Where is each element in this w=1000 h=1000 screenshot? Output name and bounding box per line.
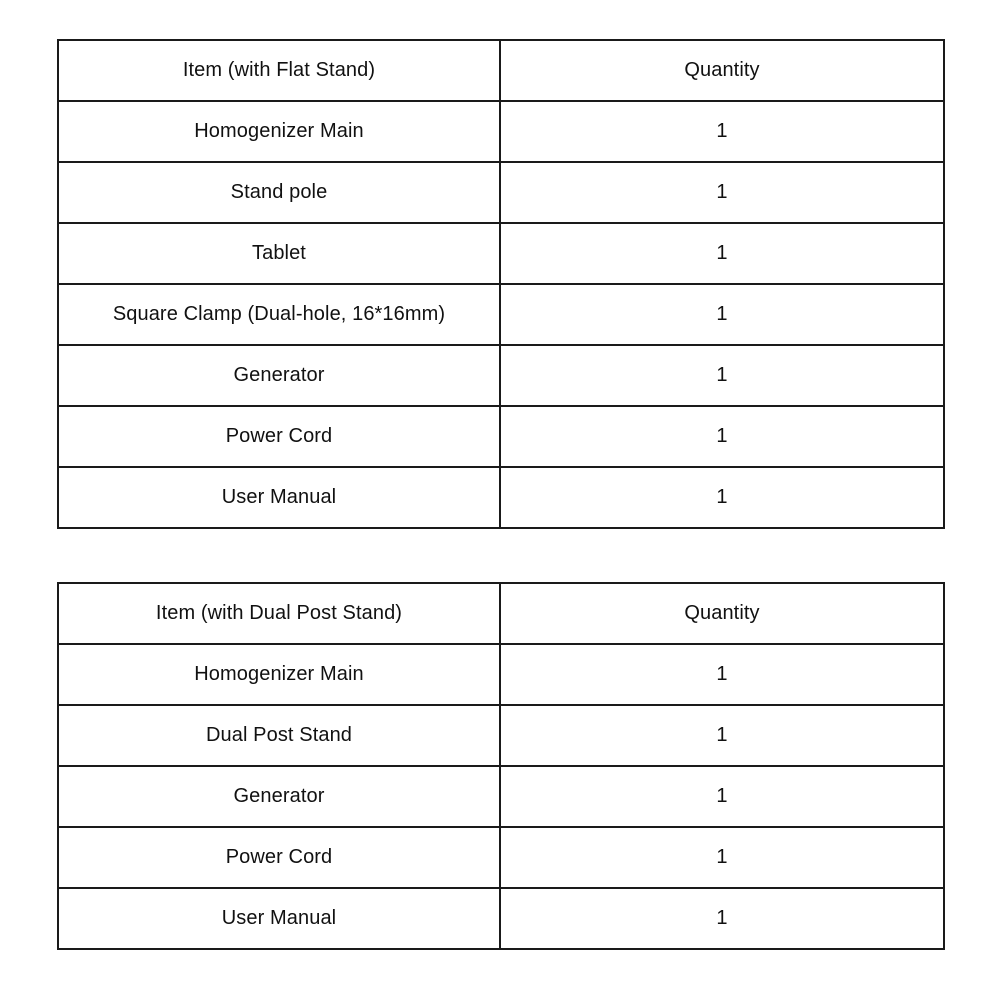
column-header-item: Item (with Flat Stand) xyxy=(58,40,500,101)
table-row xyxy=(58,101,944,162)
column-header-item: Item (with Dual Post Stand) xyxy=(58,583,500,644)
table-row xyxy=(58,827,944,888)
table-row xyxy=(58,223,944,284)
flat-stand-table xyxy=(57,39,945,529)
quantity-cell: 1 xyxy=(500,705,944,766)
item-cell: Homogenizer Main xyxy=(58,101,500,162)
table-row xyxy=(58,406,944,467)
item-cell: Square Clamp (Dual-hole, 16*16mm) xyxy=(58,284,500,345)
quantity-cell: 1 xyxy=(500,766,944,827)
table-row xyxy=(58,345,944,406)
quantity-cell: 1 xyxy=(500,101,944,162)
table-header-row xyxy=(58,40,944,101)
table-row xyxy=(58,888,944,949)
item-cell: Dual Post Stand xyxy=(58,705,500,766)
quantity-cell: 1 xyxy=(500,345,944,406)
quantity-cell: 1 xyxy=(500,162,944,223)
column-header-quantity: Quantity xyxy=(500,583,944,644)
item-cell: Power Cord xyxy=(58,406,500,467)
item-cell: Tablet xyxy=(58,223,500,284)
item-cell: Generator xyxy=(58,766,500,827)
table-row xyxy=(58,162,944,223)
table-row xyxy=(58,284,944,345)
table-row xyxy=(58,705,944,766)
item-cell: Power Cord xyxy=(58,827,500,888)
column-header-quantity: Quantity xyxy=(500,40,944,101)
item-cell: User Manual xyxy=(58,467,500,528)
quantity-cell: 1 xyxy=(500,644,944,705)
quantity-cell: 1 xyxy=(500,827,944,888)
item-cell: Homogenizer Main xyxy=(58,644,500,705)
quantity-cell: 1 xyxy=(500,284,944,345)
dual-post-stand-table xyxy=(57,582,945,950)
quantity-cell: 1 xyxy=(500,467,944,528)
table-row xyxy=(58,644,944,705)
item-cell: User Manual xyxy=(58,888,500,949)
table-header-row xyxy=(58,583,944,644)
quantity-cell: 1 xyxy=(500,888,944,949)
item-cell: Stand pole xyxy=(58,162,500,223)
table-row xyxy=(58,467,944,528)
quantity-cell: 1 xyxy=(500,223,944,284)
table-row xyxy=(58,766,944,827)
item-cell: Generator xyxy=(58,345,500,406)
quantity-cell: 1 xyxy=(500,406,944,467)
